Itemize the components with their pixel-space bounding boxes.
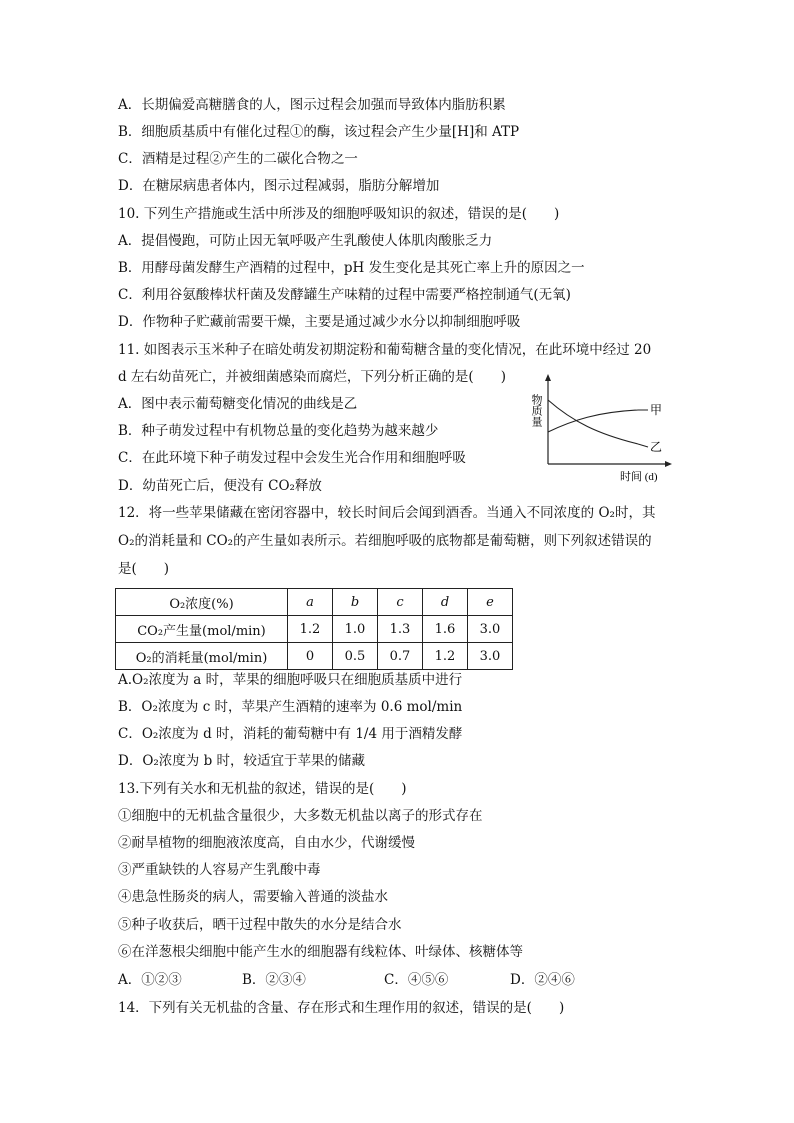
q12-option-c: C．O₂浓度为 d 时，消耗的葡萄糖中有 1/4 用于酒精发酵 (118, 726, 463, 742)
table-header-cell: O₂浓度(%) (116, 589, 288, 616)
table-header-cell: d (423, 589, 468, 616)
q9-option-c: C．酒精是过程②产生的二碳化合物之一 (118, 151, 358, 167)
table-cell: 0.5 (333, 643, 378, 670)
q12-stem-line2: O₂的消耗量和 CO₂的产生量如表所示。若细胞呼吸的底物都是葡萄糖，则下列叙述错误的 (118, 533, 652, 549)
curve-jia-label: 甲 (650, 403, 663, 417)
table-cell: 1.2 (423, 643, 468, 670)
q13-stem: 13.下列有关水和无机盐的叙述，错误的是( ) (118, 781, 407, 797)
table-cell: 1.6 (423, 616, 468, 643)
q11-option-c: C．在此环境下种子萌发过程中会发生光合作用和细胞呼吸 (118, 450, 466, 466)
y-axis-label: 物质量 (530, 394, 542, 427)
q13-statement-3: ③严重缺铁的人容易产生乳酸中毒 (118, 862, 321, 878)
table-cell: 1.0 (333, 616, 378, 643)
q13-statement-4: ④患急性肠炎的病人，需要输入普通的淡盐水 (118, 889, 388, 905)
o2-co2-table (115, 588, 513, 670)
table-cell: CO₂产生量(mol/min) (116, 616, 288, 643)
q9-option-d: D．在糖尿病患者体内，图示过程减弱，脂肪分解增加 (118, 178, 440, 194)
table-cell: 0.7 (378, 643, 423, 670)
q10-option-c: C．利用谷氨酸棒状杆菌及发酵罐生产味精的过程中需要严格控制通气(无氧) (118, 287, 571, 303)
curve-yi-label: 乙 (650, 440, 663, 454)
q13-option-c: C．④⑤⑥ (384, 972, 449, 988)
table-cell: 3.0 (468, 616, 513, 643)
table-header-cell: a (288, 589, 333, 616)
q13-statement-2: ②耐旱植物的细胞液浓度高，自由水少，代谢缓慢 (118, 835, 415, 851)
q11-option-a: A．图中表示葡萄糖变化情况的曲线是乙 (118, 396, 358, 412)
q11-stem-line1: 11. 如图表示玉米种子在暗处萌发初期淀粉和葡萄糖含量的变化情况，在此环境中经过 20 (118, 342, 652, 358)
q9-option-a: A．长期偏爱高糖膳食的人，图示过程会加强而导致体内脂肪积累 (118, 97, 506, 113)
table-header-cell: b (333, 589, 378, 616)
y-axis-arrow (545, 374, 551, 381)
table-cell: 1.3 (378, 616, 423, 643)
q13-statement-5: ⑤种子收获后，晒干过程中散失的水分是结合水 (118, 917, 402, 933)
q12-option-b: B．O₂浓度为 c 时，苹果产生酒精的速率为 0.6 mol/min (118, 699, 463, 715)
q11-option-d: D．幼苗死亡后，便没有 CO₂释放 (118, 478, 322, 494)
table-cell: 1.2 (288, 616, 333, 643)
q12-option-a: A.O₂浓度为 a 时，苹果的细胞呼吸只在细胞质基质中进行 (118, 672, 463, 688)
q11-stem-line2: d 左右幼苗死亡，并被细菌感染而腐烂，下列分析正确的是( ) (118, 369, 506, 385)
curve-yi (548, 400, 638, 444)
table-cell: 3.0 (468, 643, 513, 670)
starch-glucose-graph (528, 372, 673, 484)
table-header-cell: e (468, 589, 513, 616)
q12-stem-line1: 12．将一些苹果储藏在密闭容器中，较长时间后会闻到酒香。当通入不同浓度的 O₂时，其 (118, 505, 656, 521)
q13-statement-1: ①细胞中的无机盐含量很少，大多数无机盐以离子的形式存在 (118, 808, 483, 824)
q11-option-b: B．种子萌发过程中有机物总量的变化趋势为越来越少 (118, 423, 439, 439)
q13-option-a: A．①②③ (118, 972, 182, 988)
table-cell: O₂的消耗量(mol/min) (116, 643, 288, 670)
q10-option-b: B．用酵母菌发酵生产酒精的过程中，pH 发生变化是其死亡率上升的原因之一 (118, 260, 585, 276)
q13-option-d: D．②④⑥ (510, 972, 575, 988)
table-row (116, 589, 513, 616)
q10-option-a: A．提倡慢跑，可防止因无氧呼吸产生乳酸使人体肌肉酸胀乏力 (118, 233, 493, 249)
q13-statement-6: ⑥在洋葱根尖细胞中能产生水的细胞器有线粒体、叶绿体、核糖体等 (118, 944, 523, 960)
x-axis-label: 时间 (d) (620, 471, 658, 483)
q12-option-d: D．O₂浓度为 b 时，较适宜于苹果的储藏 (118, 753, 366, 769)
table-row (116, 616, 513, 643)
table-cell: 0 (288, 643, 333, 670)
q13-option-b: B．②③④ (242, 972, 306, 988)
table-row (116, 643, 513, 670)
q10-stem: 10. 下列生产措施或生活中所涉及的细胞呼吸知识的叙述，错误的是( ) (118, 206, 560, 222)
q14-stem: 14．下列有关无机盐的含量、存在形式和生理作用的叙述，错误的是( ) (118, 1000, 565, 1016)
q9-option-b: B．细胞质基质中有催化过程①的酶，该过程会产生少量[H]和 ATP (118, 124, 520, 140)
label-line-yi (638, 444, 648, 447)
q12-stem-line3: 是( ) (118, 561, 170, 577)
x-axis-arrow (665, 461, 672, 467)
table-header-cell: c (378, 589, 423, 616)
q10-option-d: D．作物种子贮藏前需要干燥，主要是通过减少水分以抑制细胞呼吸 (118, 314, 521, 330)
